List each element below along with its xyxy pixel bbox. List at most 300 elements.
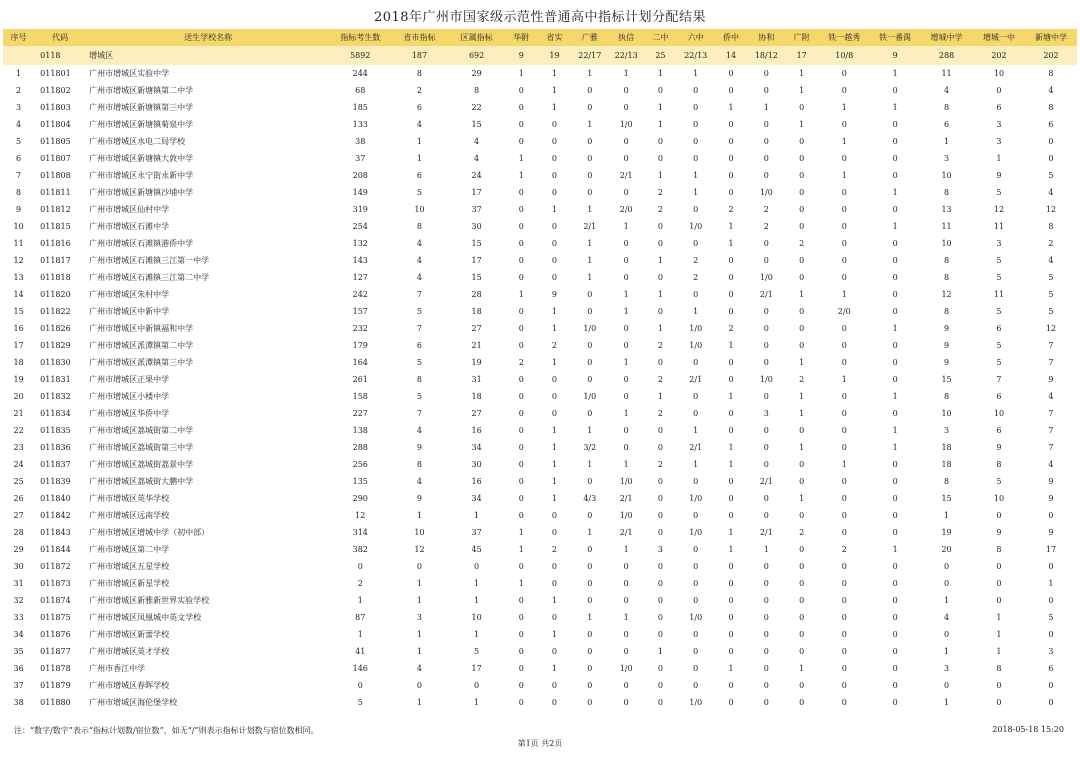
- table-cell: 22: [13, 426, 24, 435]
- table-cell: 1: [693, 171, 699, 180]
- table-cell: 1: [623, 222, 629, 231]
- table-cell: 0: [693, 86, 699, 95]
- table-cell: 1: [16, 69, 22, 78]
- table-cell: 7: [416, 324, 423, 333]
- table-cell: 1: [996, 647, 1002, 656]
- table-cell: 0: [841, 681, 847, 690]
- table-cell: 011817: [40, 256, 71, 265]
- table-cell: 7: [1048, 358, 1054, 367]
- table-cell: 0: [996, 698, 1002, 707]
- table-cell: 0: [841, 188, 847, 197]
- allocation-table: [3, 29, 1077, 711]
- table-cell: 20: [13, 392, 24, 401]
- table-cell: 4: [1048, 460, 1054, 469]
- table-row: [3, 677, 1077, 694]
- table-cell: 2/0: [619, 205, 633, 214]
- table-cell: 0: [474, 681, 480, 690]
- table-row: [3, 626, 1077, 643]
- table-cell: 0: [518, 647, 524, 656]
- table-cell: 0: [892, 290, 898, 299]
- table-cell: 5: [474, 647, 480, 656]
- table-cell: 6: [416, 103, 423, 112]
- table-cell: 1: [799, 290, 805, 299]
- table-cell: 19: [471, 358, 482, 367]
- table-cell: 0: [1048, 511, 1054, 520]
- table-cell: 0: [841, 613, 847, 622]
- table-cell: 0: [799, 341, 805, 350]
- table-cell: 8: [416, 460, 423, 469]
- table-cell: 7: [996, 375, 1002, 384]
- table-cell: 3: [996, 137, 1002, 146]
- table-cell: 0: [763, 120, 769, 129]
- table-cell: 0: [799, 460, 805, 469]
- table-cell: 10: [941, 239, 952, 248]
- table-cell: 0: [518, 477, 524, 486]
- table-cell: 3: [943, 154, 950, 163]
- table-cell: 3: [763, 409, 769, 418]
- table-cell: 广州市增城区石滩镇三江第二中学: [89, 273, 210, 282]
- table-cell: 5892: [330, 46, 390, 65]
- table-cell: 1: [841, 290, 847, 299]
- table-cell: 1: [518, 171, 524, 180]
- table-cell: 5: [996, 273, 1002, 282]
- table-cell: 5: [16, 137, 22, 146]
- table-cell: 广州市增城区荔城街荔景中学: [89, 460, 194, 469]
- table-cell: 1: [657, 103, 663, 112]
- table-cell: 0: [518, 86, 524, 95]
- table-cell: 0: [728, 188, 734, 197]
- table-cell: 0: [1048, 698, 1054, 707]
- table-cell: 0: [892, 681, 898, 690]
- table-cell: 202: [1025, 46, 1077, 65]
- table-cell: 0: [996, 511, 1002, 520]
- table-cell: 0: [728, 579, 734, 588]
- table-cell: 0: [518, 409, 524, 418]
- table-cell: 2/1: [689, 443, 703, 452]
- timestamp: 2018-05-18 15:20: [992, 725, 1064, 734]
- table-cell: 011812: [40, 205, 71, 214]
- table-cell: 20: [941, 545, 952, 554]
- table-cell: 3: [657, 545, 663, 554]
- table-cell: 广州市增城区实验中学: [89, 69, 170, 78]
- table-cell: 5: [996, 256, 1002, 265]
- table-cell: 135: [352, 477, 368, 486]
- table-cell: 10: [993, 494, 1005, 503]
- table-cell: 1: [416, 596, 423, 605]
- table-cell: 15: [471, 239, 482, 248]
- table-cell: 21: [13, 409, 24, 418]
- table-cell: 0: [763, 86, 769, 95]
- table-cell: 1: [728, 545, 734, 554]
- table-cell: 0: [799, 171, 805, 180]
- table-cell: 011878: [40, 664, 71, 673]
- table-cell: 0: [799, 103, 805, 112]
- table-cell: 0: [623, 256, 629, 265]
- table-cell: 0: [841, 256, 847, 265]
- table-cell: 广州市增城区中新镇福和中学: [89, 324, 194, 333]
- table-cell: 2: [657, 409, 663, 418]
- table-cell: 0: [518, 256, 524, 265]
- table-row: [3, 524, 1077, 541]
- table-row: [3, 405, 1077, 422]
- table-cell: 011805: [40, 137, 71, 146]
- table-cell: 4: [1048, 86, 1054, 95]
- table-cell: 0: [892, 120, 898, 129]
- column-header: 省实: [538, 29, 571, 46]
- table-cell: 1: [518, 579, 524, 588]
- table-cell: 1: [623, 69, 629, 78]
- table-cell: 0: [799, 205, 805, 214]
- table-cell: 011811: [40, 188, 71, 197]
- table-cell: 24: [471, 171, 482, 180]
- table-cell: 4: [474, 154, 480, 163]
- table-cell: 10: [993, 409, 1005, 418]
- table-cell: 0: [551, 613, 558, 622]
- table-cell: 0: [892, 171, 898, 180]
- table-cell: 138: [352, 426, 368, 435]
- table-cell: 0: [587, 698, 593, 707]
- table-cell: 11: [13, 239, 24, 248]
- table-cell: 5: [996, 188, 1002, 197]
- table-cell: 0: [551, 120, 558, 129]
- table-cell: 0: [841, 630, 847, 639]
- table-cell: 17: [785, 46, 818, 65]
- table-cell: 12: [13, 256, 24, 265]
- table-cell: 1: [416, 579, 423, 588]
- table-cell: 1: [799, 120, 805, 129]
- table-cell: 0: [841, 358, 847, 367]
- table-cell: 34: [471, 443, 482, 452]
- table-cell: 6: [16, 154, 22, 163]
- table-cell: 1: [763, 545, 769, 554]
- table-cell: 8: [996, 460, 1002, 469]
- table-cell: 0118: [34, 46, 86, 65]
- table-cell: 0: [657, 239, 663, 248]
- table-cell: 0: [518, 511, 524, 520]
- table-cell: 32: [13, 596, 24, 605]
- table-cell: 0: [551, 188, 558, 197]
- table-cell: 8: [1048, 103, 1054, 112]
- table-cell: 011844: [40, 545, 71, 554]
- table-cell: 0: [799, 273, 805, 282]
- table-cell: 1/0: [689, 494, 703, 503]
- table-cell: 30: [13, 562, 24, 571]
- table-cell: 22/17: [571, 46, 608, 65]
- table-cell: 2: [657, 341, 663, 350]
- table-cell: 4: [416, 120, 423, 129]
- table-cell: 0: [657, 273, 663, 282]
- table-cell: 1: [587, 205, 593, 214]
- table-cell: 0: [763, 511, 769, 520]
- table-cell: 1: [799, 86, 805, 95]
- table-cell: 1: [799, 392, 805, 401]
- table-cell: 0: [892, 647, 898, 656]
- table-cell: 1: [657, 120, 663, 129]
- table-cell: 5: [996, 358, 1002, 367]
- table-cell: 2: [657, 205, 663, 214]
- table-cell: 0: [841, 562, 847, 571]
- table-cell: 1/0: [689, 698, 703, 707]
- table-cell: 1: [1048, 579, 1054, 588]
- table-cell: 0: [728, 120, 734, 129]
- table-cell: 0: [623, 375, 629, 384]
- table-cell: 1: [892, 222, 898, 231]
- table-cell: 1: [657, 171, 663, 180]
- table-cell: 261: [352, 375, 368, 384]
- table-cell: 30: [471, 460, 482, 469]
- table-cell: 0: [623, 681, 629, 690]
- table-cell: 0: [841, 69, 847, 78]
- table-cell: 8: [416, 69, 423, 78]
- table-cell: 133: [352, 120, 368, 129]
- table-cell: 1: [728, 239, 734, 248]
- table-cell: 1: [996, 154, 1002, 163]
- table-cell: 2: [518, 358, 524, 367]
- table-cell: 011835: [40, 426, 71, 435]
- table-cell: 37: [355, 154, 366, 163]
- table-cell: 0: [892, 205, 898, 214]
- table-cell: 0: [518, 137, 524, 146]
- table-row: [3, 133, 1077, 150]
- table-cell: 2: [799, 528, 805, 537]
- table-cell: 1: [551, 664, 558, 673]
- table-cell: 广州市增城区新雅新世界实验学校: [89, 596, 210, 605]
- table-cell: 0: [763, 596, 769, 605]
- table-cell: 0: [1048, 154, 1054, 163]
- table-cell: 227: [352, 409, 368, 418]
- table-cell: 0: [892, 86, 898, 95]
- table-cell: 288: [920, 46, 973, 65]
- table-cell: 2/1: [759, 528, 773, 537]
- table-cell: 0: [996, 86, 1002, 95]
- table-cell: 288: [352, 443, 368, 452]
- table-cell: 1/0: [689, 222, 703, 231]
- table-cell: 0: [799, 511, 805, 520]
- table-cell: 0: [551, 511, 558, 520]
- table-cell: 0: [587, 171, 593, 180]
- table-cell: 0: [763, 681, 769, 690]
- table-cell: 0: [799, 596, 805, 605]
- table-cell: 0: [763, 137, 769, 146]
- table-cell: 广州市增城区远南学校: [89, 511, 170, 520]
- table-cell: 0: [551, 273, 558, 282]
- table-cell: 0: [728, 647, 734, 656]
- table-cell: 0: [892, 375, 898, 384]
- table-cell: 1: [587, 426, 593, 435]
- table-cell: 25: [644, 46, 677, 65]
- table-cell: 68: [355, 86, 366, 95]
- table-cell: 2/1: [619, 171, 633, 180]
- table-cell: 5: [416, 307, 423, 316]
- table-cell: 1: [943, 698, 950, 707]
- table-cell: 23: [13, 443, 24, 452]
- table-row: [3, 82, 1077, 99]
- table-cell: 0: [623, 341, 629, 350]
- table-cell: 0: [728, 307, 734, 316]
- table-cell: 011834: [40, 409, 71, 418]
- table-cell: 2: [657, 188, 663, 197]
- table-cell: 3: [943, 664, 950, 673]
- table-row: [3, 116, 1077, 133]
- table-cell: 011807: [40, 154, 71, 163]
- table-cell: 0: [623, 154, 629, 163]
- table-cell: 0: [728, 562, 734, 571]
- table-cell: 2: [693, 273, 699, 282]
- table-cell: 011875: [40, 613, 71, 622]
- table-cell: 1: [728, 392, 734, 401]
- table-cell: 0: [587, 477, 593, 486]
- table-cell: 广州市增城区华侨中学: [89, 409, 170, 418]
- table-cell: 0: [841, 392, 847, 401]
- table-cell: 广州市增城区朱村中学: [89, 290, 170, 299]
- table-cell: 011839: [40, 477, 71, 486]
- table-cell: 0: [996, 596, 1002, 605]
- table-cell: 1: [587, 528, 593, 537]
- table-cell: 3: [416, 613, 423, 622]
- table-cell: 0: [728, 290, 734, 299]
- table-cell: 1: [623, 545, 629, 554]
- table-cell: 18/12: [748, 46, 785, 65]
- table-cell: 0: [799, 222, 805, 231]
- column-header: 代码: [34, 29, 86, 46]
- table-cell: 0: [763, 154, 769, 163]
- table-cell: 2: [551, 341, 558, 350]
- table-cell: 广州市增城区新蕾学校: [89, 630, 170, 639]
- table-cell: 0: [841, 86, 847, 95]
- table-cell: 1: [799, 494, 805, 503]
- table-cell: 1: [657, 392, 663, 401]
- table-row: [3, 643, 1077, 660]
- table-cell: [3, 46, 34, 65]
- table-cell: 10: [941, 409, 952, 418]
- table-cell: 5: [996, 477, 1002, 486]
- table-cell: 1/0: [689, 341, 703, 350]
- table-cell: 5: [1048, 290, 1054, 299]
- table-cell: 132: [352, 239, 368, 248]
- table-cell: 0: [892, 477, 898, 486]
- table-row: [3, 388, 1077, 405]
- table-cell: 0: [892, 273, 898, 282]
- table-cell: 011820: [40, 290, 71, 299]
- table-cell: 广州市增城区水电二局学校: [89, 137, 186, 146]
- table-cell: 254: [352, 222, 368, 231]
- table-cell: 1: [587, 239, 593, 248]
- table-cell: 0: [623, 324, 629, 333]
- table-cell: 0: [763, 307, 769, 316]
- table-cell: 37: [471, 528, 482, 537]
- table-cell: 4: [416, 256, 423, 265]
- table-cell: 1: [943, 647, 950, 656]
- table-cell: 1: [623, 307, 629, 316]
- table-cell: 1: [943, 511, 950, 520]
- table-cell: 广州市增城区石滩镇港侨中学: [89, 239, 194, 248]
- table-cell: 0: [728, 171, 734, 180]
- table-cell: 1: [841, 171, 847, 180]
- table-cell: 0: [728, 698, 734, 707]
- table-cell: 11: [941, 69, 952, 78]
- table-cell: 0: [551, 562, 558, 571]
- table-header-row: [3, 29, 1077, 46]
- table-cell: 0: [693, 120, 699, 129]
- table-cell: 8: [943, 477, 950, 486]
- table-cell: 0: [892, 460, 898, 469]
- table-cell: 0: [799, 562, 805, 571]
- table-cell: 0: [623, 596, 629, 605]
- table-row: [3, 694, 1077, 711]
- table-cell: 0: [799, 426, 805, 435]
- table-cell: 0: [623, 273, 629, 282]
- table-cell: 2: [16, 86, 22, 95]
- table-cell: 广州市增城区石滩镇三江第一中学: [89, 256, 210, 265]
- table-cell: 011842: [40, 511, 71, 520]
- table-cell: 0: [892, 154, 898, 163]
- table-cell: 0: [518, 273, 524, 282]
- table-cell: 3: [943, 426, 950, 435]
- table-cell: 0: [799, 137, 805, 146]
- table-cell: 1: [728, 103, 734, 112]
- table-cell: 6: [943, 120, 950, 129]
- table-cell: 1/0: [759, 188, 773, 197]
- table-cell: 1/0: [689, 528, 703, 537]
- table-cell: 广州市增城区石滩中学: [89, 222, 170, 231]
- table-cell: 16: [471, 477, 482, 486]
- table-cell: 4: [416, 426, 423, 435]
- table-cell: 0: [518, 188, 524, 197]
- table-cell: 广州市增城区派潭镇第三中学: [89, 358, 194, 367]
- table-cell: 14: [13, 290, 24, 299]
- table-cell: 0: [728, 630, 734, 639]
- table-cell: 9: [996, 528, 1002, 537]
- table-cell: 26: [13, 494, 24, 503]
- table-cell: 7: [1048, 426, 1054, 435]
- table-cell: 0: [587, 647, 593, 656]
- table-cell: 2: [799, 239, 805, 248]
- table-cell: 0: [763, 494, 769, 503]
- table-cell: 0: [799, 477, 805, 486]
- table-cell: 广州市增城区永宁街永新中学: [89, 171, 194, 180]
- table-cell: 6: [996, 392, 1002, 401]
- table-cell: 179: [352, 341, 368, 350]
- table-cell: 0: [693, 477, 699, 486]
- table-cell: 17: [471, 256, 482, 265]
- column-header: 广附: [785, 29, 818, 46]
- table-cell: 1: [623, 613, 629, 622]
- table-cell: 1: [693, 426, 699, 435]
- table-cell: 1: [518, 69, 524, 78]
- table-cell: 0: [1048, 562, 1054, 571]
- table-cell: 0: [416, 681, 423, 690]
- table-cell: 2/0: [837, 307, 851, 316]
- table-cell: 0: [892, 137, 898, 146]
- table-cell: 1: [728, 528, 734, 537]
- table-cell: 增城区: [86, 46, 330, 65]
- table-cell: 1: [841, 103, 847, 112]
- table-cell: 242: [352, 290, 368, 299]
- table-cell: 4: [416, 239, 423, 248]
- table-cell: 广州市增城区春晖学校: [89, 681, 170, 690]
- table-cell: 1: [728, 341, 734, 350]
- table-cell: 0: [693, 137, 699, 146]
- table-row: [3, 167, 1077, 184]
- summary-row: [3, 46, 1077, 65]
- page-title: 2018年广州市国家级示范性普通高中指标计划分配结果: [373, 10, 707, 25]
- table-cell: 2/1: [619, 528, 633, 537]
- table-cell: 0: [841, 409, 847, 418]
- table-row: [3, 507, 1077, 524]
- table-cell: 0: [623, 103, 629, 112]
- table-cell: 1: [763, 103, 769, 112]
- table-cell: 1: [357, 596, 363, 605]
